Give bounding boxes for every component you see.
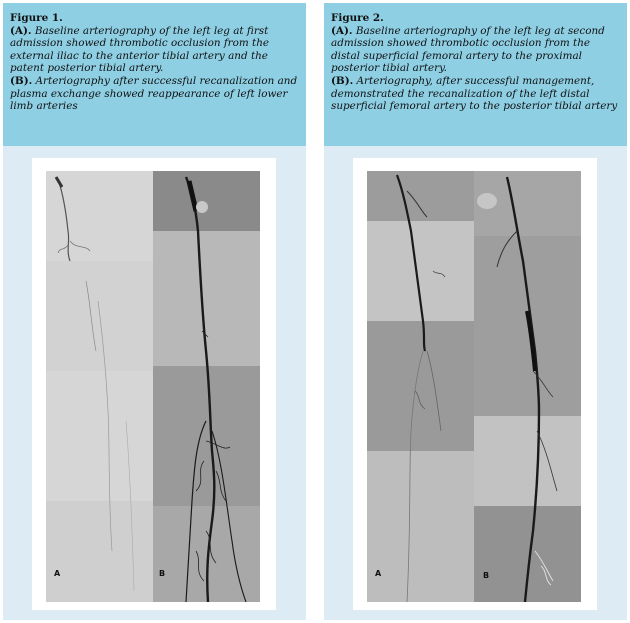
figure-1-arteriography-image — [46, 171, 260, 602]
panel-b-label: B — [483, 571, 490, 580]
figure-1-title: Figure 1. — [10, 12, 63, 24]
caption-a-label: (A). — [10, 24, 32, 37]
figure-2-caption-a — [331, 25, 620, 75]
caption-b-label: (B). — [10, 74, 33, 87]
caption-a-text: Baseline arteriography of the left leg at second admission showed thrombotic occlusion from the distal superficial femoral artery to the proximal posterior tibial artery. — [331, 24, 605, 75]
figure-2-title: Figure 2. — [331, 12, 384, 24]
panel-a-label: A — [54, 569, 61, 578]
figure-2-caption — [324, 3, 627, 146]
caption-b-label: (B). — [331, 74, 354, 87]
figure-1-caption — [3, 3, 306, 146]
figure-2-caption-b — [331, 75, 620, 113]
figure-1-image-frame — [32, 158, 276, 610]
figure-1-vessels — [46, 171, 260, 602]
caption-b-text: Arteriography after successful recanalization and plasma exchange showed reappearance of left lower limb arteries — [10, 74, 298, 113]
figure-2-panel — [324, 3, 627, 620]
caption-a-text: Baseline arteriography of the left leg at first admission showed thrombotic occlusion from the external iliac to the anterior tibial artery and the patent posterior tibial artery. — [10, 24, 270, 75]
figure-1-caption-b — [10, 75, 299, 113]
panel-b-label: B — [159, 569, 166, 578]
figure-2-arteriography-image — [367, 171, 581, 602]
caption-a-label: (A). — [331, 24, 353, 37]
figure-2-vessels — [367, 171, 581, 602]
caption-b-text: Arteriography, after successful management, demonstrated the recanalization of the left distal superficial femoral artery to the posterior tibial artery — [331, 74, 618, 113]
figure-2-image-frame — [353, 158, 597, 610]
figure-1-caption-a — [10, 25, 299, 75]
panel-a-label: A — [375, 569, 382, 578]
figure-1-panel — [3, 3, 306, 620]
